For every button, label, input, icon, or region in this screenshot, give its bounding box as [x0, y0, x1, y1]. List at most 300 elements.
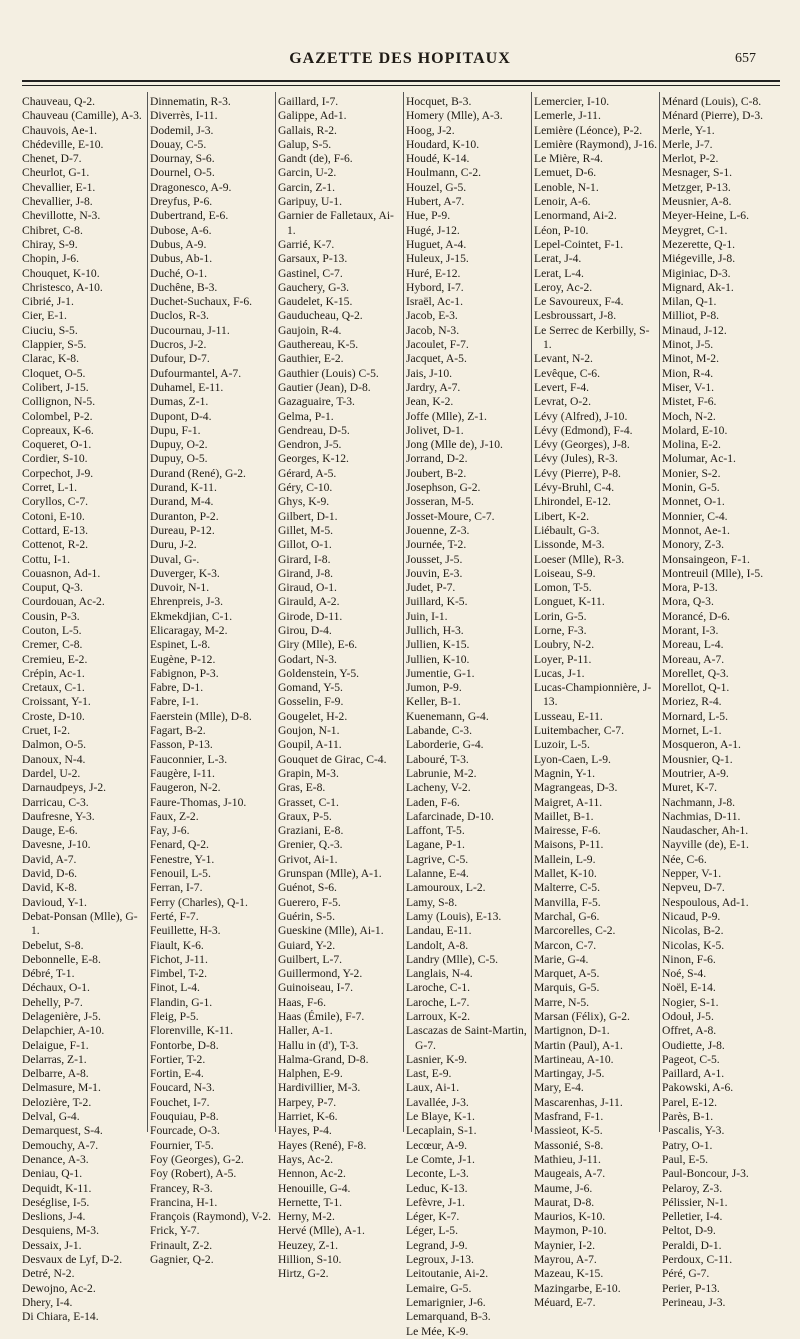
index-entry: Grapin, M-3. — [278, 766, 339, 780]
index-entry: Minot, M-2. — [662, 352, 720, 366]
index-entry: Magnin, Y-1. — [534, 766, 596, 780]
index-entry: Halma-Grand, D-8. — [278, 1052, 369, 1066]
index-entry: Debat-Ponsan (Mlle), G-1. — [22, 909, 138, 938]
index-entry: Francey, R-3. — [150, 1181, 213, 1195]
index-entry: Jean, K-2. — [406, 395, 454, 409]
index-entry: Duchet-Suchaux, F-6. — [150, 295, 253, 309]
index-entry: Lusseau, E-11. — [534, 709, 603, 723]
index-entry: Maymon, P-10. — [534, 1224, 607, 1238]
index-entry: Laborderie, G-4. — [406, 738, 484, 752]
index-entry: Lemercier, I-10. — [534, 95, 610, 108]
index-entry: Morellot, Q-1. — [662, 681, 730, 695]
index-entry: Lasnier, K-9. — [406, 1052, 468, 1066]
index-entry: Dumas, Z-1. — [150, 395, 209, 409]
index-entry: Langlais, N-4. — [406, 967, 473, 981]
index-entry: Dufourmantel, A-7. — [150, 366, 242, 380]
index-entry: Cremer, C-8. — [22, 638, 83, 652]
index-entry: Fouchet, I-7. — [150, 1095, 210, 1109]
index-entry: Fenestre, Y-1. — [150, 852, 215, 866]
index-entry: Leroy, Ac-2. — [534, 280, 593, 294]
index-entry: Gomand, Y-5. — [278, 681, 343, 695]
index-entry: Mairesse, F-6. — [534, 824, 601, 838]
index-entry: Luzoir, L-5. — [534, 738, 590, 752]
index-entry: Delozière, T-2. — [22, 1095, 92, 1109]
index-entry: Garsaux, P-13. — [278, 252, 348, 266]
index-entry: Lacheny, V-2. — [406, 781, 471, 795]
index-entry: David, A-7. — [22, 852, 77, 866]
index-entry: Mallet, K-10. — [534, 867, 597, 881]
index-entry: Dinnematin, R-3. — [150, 95, 231, 108]
index-entry: Deséglise, I-5. — [22, 1195, 90, 1209]
index-entry: Mazingarbe, E-10. — [534, 1281, 621, 1295]
index-entry: Chibret, C-8. — [22, 223, 83, 237]
index-entry: Faugeron, N-2. — [150, 781, 221, 795]
index-entry: Gaujoin, R-4. — [278, 323, 342, 337]
index-entry: Durand, K-11. — [150, 481, 217, 495]
index-entry: Lamy (Louis), E-13. — [406, 909, 502, 923]
index-entry: Desvaux de Lyf, D-2. — [22, 1253, 123, 1267]
index-entry: Monnet, O-1. — [662, 495, 725, 509]
index-entry: Garipuy, U-1. — [278, 195, 342, 209]
index-entry: Laden, F-6. — [406, 795, 460, 809]
index-entry: Monsaingeon, F-1. — [662, 552, 750, 566]
index-entry: Guilbert, L-7. — [278, 952, 343, 966]
index-entry: Lascazas de Saint-Martin, G-7. — [406, 1024, 527, 1052]
index-entry: Dubose, A-6. — [150, 223, 212, 237]
index-entry: Grenier, Q.-3. — [278, 838, 343, 852]
index-entry: Joffe (Mlle), Z-1. — [406, 409, 487, 423]
index-entry: Ghys, K-9. — [278, 495, 330, 509]
index-entry: Mornard, L-5. — [662, 709, 729, 723]
index-entry: Dodemil, J-3. — [150, 123, 214, 137]
index-entry: Mora, Q-3. — [662, 595, 714, 609]
index-entry: Le Comte, J-1. — [406, 1152, 475, 1166]
index-entry: Galippe, Ad-1. — [278, 109, 347, 123]
index-entry: Joubert, B-2. — [406, 466, 467, 480]
index-entry: Gazaguaire, T-3. — [278, 395, 355, 409]
index-entry: Kuenemann, G-4. — [406, 709, 489, 723]
index-entry: Harpey, P-7. — [278, 1095, 337, 1109]
index-entry: Maurat, D-8. — [534, 1195, 595, 1209]
index-entry: Marquet, A-5. — [534, 967, 600, 981]
index-entry: Gauchery, G-3. — [278, 280, 350, 294]
index-entry: Léon, P-10. — [534, 223, 589, 237]
index-entry: Cottenot, R-2. — [22, 538, 89, 552]
index-entry: Darnaudpeys, J-2. — [22, 781, 107, 795]
index-entry: Cier, E-1. — [22, 309, 67, 323]
index-entry: Débré, T-1. — [22, 967, 75, 981]
index-entry: Chauveau (Camille), A-3. — [22, 109, 142, 123]
index-column-1 — [22, 95, 145, 1325]
index-entry: Landau, E-11. — [406, 924, 472, 938]
index-entry: Lerat, L-4. — [534, 266, 584, 280]
index-entry: Goupil, A-11. — [278, 738, 342, 752]
index-entry: Parel, E-12. — [662, 1095, 718, 1109]
index-entry: Magrangeas, D-3. — [534, 781, 618, 795]
index-entry: Corpechot, J-9. — [22, 466, 94, 480]
index-entry: Croste, D-10. — [22, 709, 85, 723]
index-entry: Mora, P-13. — [662, 581, 718, 595]
index-entry: Hue, P-9. — [406, 209, 451, 223]
index-entry: Péré, G-7. — [662, 1267, 710, 1281]
index-entry: Daufresne, Y-3. — [22, 809, 95, 823]
index-entry: Fortier, T-2. — [150, 1052, 206, 1066]
index-entry: Gillet, M-5. — [278, 523, 334, 537]
index-entry: Larroux, K-2. — [406, 1010, 471, 1023]
index-entry: Dreyfus, P-6. — [150, 195, 213, 209]
index-entry: Gelma, P-1. — [278, 409, 334, 423]
index-entry: Massieot, K-5. — [534, 1124, 603, 1138]
index-entry: Jong (Mlle de), J-10. — [406, 438, 503, 452]
index-entry: Desquiens, M-3. — [22, 1224, 99, 1238]
index-entry: Coqueret, O-1. — [22, 438, 92, 452]
index-entry: Peltot, D-9. — [662, 1224, 716, 1238]
index-entry: Corret, L-1. — [22, 481, 78, 495]
index-entry: Jacquet, A-5. — [406, 352, 467, 366]
index-entry: Dubertrand, E-6. — [150, 209, 229, 223]
index-entry: Mascarenhas, J-11. — [534, 1095, 623, 1109]
index-entry: Leduc, K-13. — [406, 1181, 468, 1195]
index-entry: Monnier, C-4. — [662, 509, 728, 523]
index-entry: Miser, V-1. — [662, 380, 715, 394]
index-entry: Fagart, B-2. — [150, 724, 206, 738]
index-entry: Lavallée, J-3. — [406, 1095, 469, 1109]
index-entry: Molina, E-2. — [662, 438, 721, 452]
index-entry: Dardel, U-2. — [22, 766, 81, 780]
index-entry: Copreaux, K-6. — [22, 423, 94, 437]
index-entry: Nicaud, P-9. — [662, 909, 721, 923]
index-entry: Perineau, J-3. — [662, 1295, 726, 1309]
index-entry: Duru, J-2. — [150, 538, 197, 552]
index-entry: Ferté, F-7. — [150, 909, 199, 923]
index-entry: Houdé, K-14. — [406, 152, 470, 166]
index-entry: François (Raymond), V-2. — [150, 1210, 272, 1224]
index-entry: Mayrou, A-7. — [534, 1253, 597, 1267]
index-entry: Le Blaye, K-1. — [406, 1110, 475, 1124]
index-entry: Labouré, T-3. — [406, 752, 469, 766]
index-entry: Heuzey, Z-1. — [278, 1238, 339, 1252]
index-entry: Colibert, J-15. — [22, 380, 89, 394]
index-entry: Longuet, K-11. — [534, 595, 605, 609]
index-entry: Cibrié, J-1. — [22, 295, 74, 309]
index-entry: Godart, N-3. — [278, 652, 337, 666]
index-entry: Loyer, P-11. — [534, 652, 592, 666]
index-entry: Jacoulet, F-7. — [406, 338, 469, 352]
index-entry: Paul-Boncour, J-3. — [662, 1167, 749, 1181]
index-entry: Lemière (Léonce), P-2. — [534, 123, 643, 137]
index-entry: Molard, E-10. — [662, 423, 728, 437]
index-entry: Libert, K-2. — [534, 509, 590, 523]
index-entry: Merlot, P-2. — [662, 152, 719, 166]
index-entry: Girard, I-8. — [278, 552, 331, 566]
index-entry: Morancé, D-6. — [662, 609, 730, 623]
index-entry: Dalmon, O-5. — [22, 738, 87, 752]
index-entry: Judet, P-7. — [406, 581, 456, 595]
index-entry: Milliot, P-8. — [662, 309, 720, 323]
index-entry: Garrié, K-7. — [278, 237, 335, 251]
page-number: 657 — [735, 51, 756, 66]
index-entry: Cretaux, C-1. — [22, 681, 85, 695]
index-entry: Dupuy, O-5. — [150, 452, 208, 466]
index-entry: Delapchier, A-10. — [22, 1024, 105, 1038]
index-entry: Lenoble, N-1. — [534, 180, 599, 194]
index-entry: Jouvin, E-3. — [406, 566, 463, 580]
index-entry: Martingay, J-5. — [534, 1067, 605, 1081]
index-entry: Patry, O-1. — [662, 1138, 713, 1152]
index-entry: Clarac, K-8. — [22, 352, 79, 366]
index-entry: Gagnier, Q-2. — [150, 1253, 214, 1267]
index-entry: Lafarcinade, D-10. — [406, 809, 494, 823]
index-entry: Lenoir, A-6. — [534, 195, 591, 209]
index-entry: Lepel-Cointet, F-1. — [534, 237, 624, 251]
index-entry: Cruet, I-2. — [22, 724, 70, 738]
index-entry: Duclos, R-3. — [150, 309, 209, 323]
index-entry: Elicaragay, M-2. — [150, 623, 228, 637]
index-entry: Faux, Z-2. — [150, 809, 199, 823]
index-entry: Martin (Paul), A-1. — [534, 1038, 623, 1052]
index-entry: Fenard, Q-2. — [150, 838, 209, 852]
index-entry: Cremieu, E-2. — [22, 652, 88, 666]
index-entry: Legroux, J-13. — [406, 1253, 474, 1267]
index-entry: Ehrenpreis, J-3. — [150, 595, 224, 609]
index-entry: Clappier, S-5. — [22, 338, 87, 352]
index-entry: Cordier, S-10. — [22, 452, 88, 466]
index-entry: Last, E-9. — [406, 1067, 452, 1081]
index-entry: Mesnager, S-1. — [662, 166, 733, 180]
index-entry: Oudiette, J-8. — [662, 1038, 725, 1052]
index-entry: Graziani, E-8. — [278, 824, 344, 838]
index-entry: Fenouil, L-5. — [150, 867, 211, 881]
index-entry: Lhirondel, E-12. — [534, 495, 611, 509]
index-entry: Foucard, N-3. — [150, 1081, 215, 1095]
index-entry: Nayville (de), E-1. — [662, 838, 749, 852]
index-entry: Colombel, P-2. — [22, 409, 93, 423]
index-entry: Lévy (Jules), R-3. — [534, 452, 618, 466]
index-entry: Guinoiseau, I-7. — [278, 981, 354, 995]
index-entry: Marcorelles, C-2. — [534, 924, 616, 938]
index-entry: Girode, D-11. — [278, 609, 343, 623]
index-entry: Detré, N-2. — [22, 1267, 75, 1281]
index-entry: Ferran, I-7. — [150, 881, 203, 895]
index-entry: Maillet, B-1. — [534, 809, 594, 823]
index-entry: Ekmekdjian, C-1. — [150, 609, 233, 623]
index-entry: Finot, L-4. — [150, 981, 200, 995]
index-entry: Loeser (Mlle), R-3. — [534, 552, 625, 566]
index-entry: Nachmann, J-8. — [662, 795, 736, 809]
index-entry: Lévy (Edmond), F-4. — [534, 423, 633, 437]
column-divider — [403, 92, 404, 1132]
index-entry: Dupu, F-1. — [150, 423, 201, 437]
index-entry: Fouquiau, P-8. — [150, 1110, 219, 1124]
index-entry: Durand, M-4. — [150, 495, 214, 509]
index-entry: Moreau, L-4. — [662, 638, 724, 652]
index-entry: Luitembacher, C-7. — [534, 724, 624, 738]
index-entry: Gendron, J-5. — [278, 438, 342, 452]
index-entry: Courdouan, Ac-2. — [22, 595, 105, 609]
index-entry: Lecaplain, S-1. — [406, 1124, 477, 1138]
index-entry: Meusnier, A-8. — [662, 195, 732, 209]
index-entry: Christesco, A-10. — [22, 280, 103, 294]
index-entry: Keller, B-1. — [406, 695, 461, 709]
column-divider — [659, 92, 660, 1132]
index-entry: Milan, Q-1. — [662, 295, 717, 309]
index-entry: Jouenne, Z-3. — [406, 523, 470, 537]
index-entry: Guiard, Y-2. — [278, 938, 336, 952]
index-entry: Moreau, A-7. — [662, 652, 725, 666]
index-entry: Mezerette, Q-1. — [662, 237, 736, 251]
index-entry: Delagenière, J-5. — [22, 1010, 101, 1023]
index-entry: Fabre, I-1. — [150, 695, 199, 709]
index-entry: Fay, J-6. — [150, 824, 190, 838]
index-entry: Perier, P-13. — [662, 1281, 720, 1295]
index-entry: Mignard, Ak-1. — [662, 280, 734, 294]
index-entry: Garnier de Falletaux, Ai-1. — [278, 209, 394, 237]
index-column-6 — [662, 95, 780, 1310]
index-entry: Lyon-Caen, L-9. — [534, 752, 611, 766]
index-entry: Laux, Ai-1. — [406, 1081, 460, 1095]
index-entry: Gendreau, D-5. — [278, 423, 350, 437]
index-entry: Montreuil (Mlle), I-5. — [662, 566, 764, 580]
index-entry: Offret, A-8. — [662, 1024, 717, 1038]
index-entry: Dubus, A-9. — [150, 237, 207, 251]
index-entry: Couasnon, Ad-1. — [22, 566, 101, 580]
index-entry: Duchêne, B-3. — [150, 280, 218, 294]
index-entry: Gouquet de Girac, C-4. — [278, 752, 387, 766]
index-entry: Couput, Q-3. — [22, 581, 83, 595]
index-entry: Mion, R-4. — [662, 366, 714, 380]
index-entry: Duranton, P-2. — [150, 509, 219, 523]
index-entry: Dournel, O-5. — [150, 166, 215, 180]
index-entry: Hays, Ac-2. — [278, 1152, 334, 1166]
index-entry: Girauld, A-2. — [278, 595, 340, 609]
index-entry: Lemerle, J-11. — [534, 109, 601, 123]
index-entry: Lissonde, M-3. — [534, 538, 605, 552]
index-entry: Noé, S-4. — [662, 967, 707, 981]
index-entry: Lamouroux, L-2. — [406, 881, 486, 895]
index-entry: Diverrès, I-11. — [150, 109, 218, 123]
index-entry: Lemuet, D-6. — [534, 166, 597, 180]
index-entry: Lemaire, G-5. — [406, 1281, 472, 1295]
journal-title: GAZETTE DES HOPITAUX — [289, 50, 511, 67]
index-entry: Haller, A-1. — [278, 1024, 333, 1038]
index-entry: Géry, C-10. — [278, 481, 333, 495]
index-entry: Fasson, P-13. — [150, 738, 213, 752]
index-entry: Fimbel, T-2. — [150, 967, 208, 981]
index-entry: Chopin, J-6. — [22, 252, 80, 266]
index-entry: Minaud, J-12. — [662, 323, 727, 337]
index-entry: Lévy (Georges), J-8. — [534, 438, 630, 452]
index-entry: Gastinel, C-7. — [278, 266, 343, 280]
index-entry: Gauthier, E-2. — [278, 352, 344, 366]
index-entry: Laffont, T-5. — [406, 824, 465, 838]
index-entry: Foy (Robert), A-5. — [150, 1167, 237, 1181]
index-entry: Demarquest, S-4. — [22, 1124, 103, 1138]
index-entry: Le Mée, K-9. — [406, 1324, 469, 1338]
index-entry: Lefèvre, J-1. — [406, 1195, 465, 1209]
index-entry: Noël, E-14. — [662, 981, 716, 995]
index-entry: Jullien, K-15. — [406, 638, 470, 652]
index-entry: Lamy, S-8. — [406, 895, 458, 909]
index-entry: Maume, J-6. — [534, 1181, 593, 1195]
index-entry: Liébault, G-3. — [534, 523, 600, 537]
index-entry: Maigret, A-11. — [534, 795, 603, 809]
index-entry: Fiault, K-6. — [150, 938, 204, 952]
index-entry: Grivot, Ai-1. — [278, 852, 338, 866]
index-entry: Duval, G-. — [150, 552, 200, 566]
index-entry: Dournay, S-6. — [150, 152, 215, 166]
index-entry: Garcin, U-2. — [278, 166, 337, 180]
index-entry: Chenet, D-7. — [22, 152, 82, 166]
index-entry: Merle, J-7. — [662, 137, 713, 151]
index-entry: Gosselin, F-9. — [278, 695, 344, 709]
index-entry: Juin, I-1. — [406, 609, 448, 623]
index-entry: Hayes (René), F-8. — [278, 1138, 367, 1152]
index-entry: Monnot, Ae-1. — [662, 523, 730, 537]
index-entry: Douay, C-5. — [150, 137, 207, 151]
index-entry: Nogier, S-1. — [662, 995, 719, 1009]
index-entry: Houdard, K-10. — [406, 137, 480, 151]
index-entry: Molumar, Ac-1. — [662, 452, 736, 466]
index-entry: Mazeau, K-15. — [534, 1267, 604, 1281]
index-entry: Chevillotte, N-3. — [22, 209, 101, 223]
index-entry: Huré, E-12. — [406, 266, 461, 280]
index-entry: Feuillette, H-3. — [150, 924, 221, 938]
index-entry: Cheurlot, G-1. — [22, 166, 90, 180]
index-entry: Dufour, D-7. — [150, 352, 210, 366]
index-entry: Gueskine (Mlle), Ai-1. — [278, 924, 384, 938]
index-entry: Flandin, G-1. — [150, 995, 213, 1009]
index-entry: Huguet, A-4. — [406, 237, 467, 251]
index-entry: Frick, Y-7. — [150, 1224, 200, 1238]
index-entry: Masfrand, F-1. — [534, 1110, 604, 1124]
index-entry: Mallein, L-9. — [534, 852, 596, 866]
index-entry: Morant, I-3. — [662, 623, 719, 637]
index-entry: Perdoux, C-11. — [662, 1253, 733, 1267]
index-entry: Lévy (Alfred), J-10. — [534, 409, 628, 423]
index-entry: Durand (René), G-2. — [150, 466, 246, 480]
index-entry: Le Savoureux, F-4. — [534, 295, 624, 309]
index-entry: Chédeville, E-10. — [22, 137, 104, 151]
index-entry: Lecœur, A-9. — [406, 1138, 468, 1152]
index-entry: Maugeais, A-7. — [534, 1167, 606, 1181]
index-entry: Gaillard, I-7. — [278, 95, 339, 108]
header-rule-thin — [22, 85, 780, 86]
index-entry: Coryllos, C-7. — [22, 495, 89, 509]
index-entry: Homery (Mlle), A-3. — [406, 109, 503, 123]
index-entry: Fortin, E-4. — [150, 1067, 204, 1081]
index-entry: Dupuy, O-2. — [150, 438, 208, 452]
index-entry: Chauveau, Q-2. — [22, 95, 96, 108]
index-entry: Josephson, G-2. — [406, 481, 481, 495]
index-entry: Crépin, Ac-1. — [22, 666, 85, 680]
index-entry: Méuard, E-7. — [534, 1295, 596, 1309]
index-entry: Faure-Thomas, J-10. — [150, 795, 247, 809]
index-entry: Georges, K-12. — [278, 452, 349, 466]
index-entry: Lagane, P-1. — [406, 838, 465, 852]
index-entry: Lenormand, Ai-2. — [534, 209, 617, 223]
index-entry: Dauge, E-6. — [22, 824, 78, 838]
index-entry: Maurios, K-10. — [534, 1210, 606, 1224]
index-entry: Duvoir, N-1. — [150, 581, 210, 595]
index-entry: Martineau, A-10. — [534, 1052, 614, 1066]
index-entry: Landolt, A-8. — [406, 938, 469, 952]
index-entry: Jardry, A-7. — [406, 380, 461, 394]
index-entry: Gauducheau, Q-2. — [278, 309, 363, 323]
index-entry: Frinault, Z-2. — [150, 1238, 213, 1252]
index-entry: Mistet, F-6. — [662, 395, 717, 409]
index-entry: Ducournau, J-11. — [150, 323, 230, 337]
index-entry: Moriez, R-4. — [662, 695, 722, 709]
